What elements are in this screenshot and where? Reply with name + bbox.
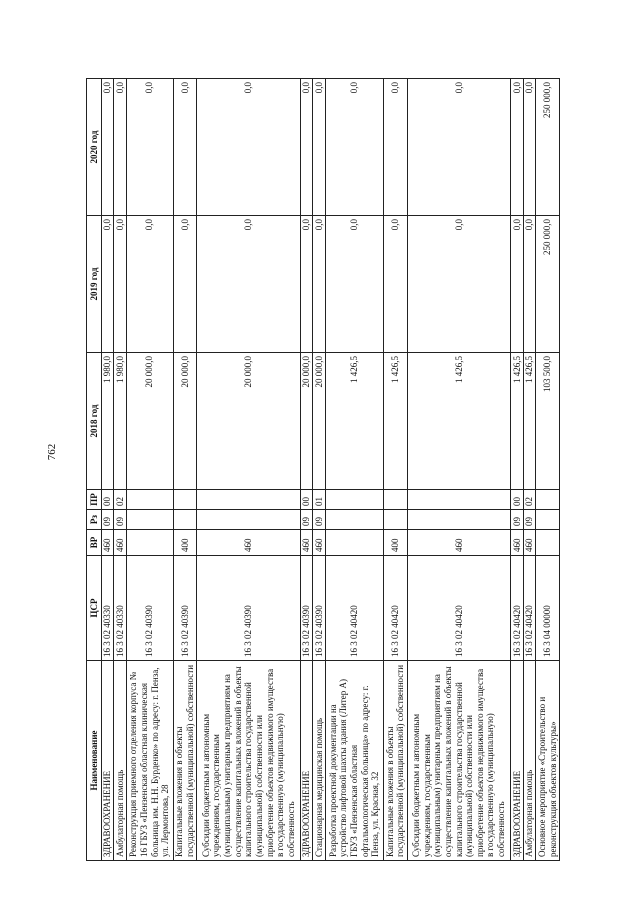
cell-2019: 0,0 [102,216,114,353]
header-pr: ПР [87,490,102,510]
cell-2020: 0,0 [407,79,511,216]
cell-vr: 460 [300,530,312,556]
cell-name: Субсидии бюджетным и автономным учреждениям, государственным (муниципальным) унитарным предприятиям на осуществление капитальных вложений в объекты капитального строительства государственной (муниципальной) собственности или приобретение объектов недвижимого имущества в государственную (муниципальную) собственность [197,661,301,861]
cell-name: Амбулаторная помощь [523,661,535,861]
cell-2018: 20 000,0 [173,353,197,490]
cell-name: Амбулаторная помощь [114,661,126,861]
cell-name: ЗДРАВООХРАНЕНИЕ [300,661,312,861]
cell-2018: 103 500,0 [536,353,560,490]
cell-2019: 0,0 [383,216,407,353]
cell-2020: 0,0 [126,79,173,216]
cell-vr [126,530,173,556]
cell-pr: 00 [102,490,114,510]
cell-vr: 460 [114,530,126,556]
budget-table [86,78,560,861]
cell-csr: 16 3 02 40330 [114,556,126,661]
cell-pr: 02 [523,490,535,510]
header-name: Наименование [87,661,102,861]
cell-vr: 460 [102,530,114,556]
cell-2018: 20 000,0 [197,353,301,490]
cell-csr: 16 3 02 40420 [325,556,383,661]
cell-2020: 0,0 [300,79,312,216]
cell-2019: 0,0 [313,216,325,353]
cell-pr: 00 [300,490,312,510]
cell-2020: 0,0 [325,79,383,216]
table-row [523,79,535,861]
cell-2020: 0,0 [523,79,535,216]
cell-pr [126,490,173,510]
cell-vr [325,530,383,556]
header-vr: ВР [87,530,102,556]
table-row [114,79,126,861]
cell-pr [407,490,511,510]
header-2020: 2020 год [87,79,102,216]
cell-2019: 0,0 [511,216,523,353]
table-row [126,79,173,861]
cell-2020: 0,0 [313,79,325,216]
cell-rz [407,510,511,530]
cell-2018: 1 426,5 [511,353,523,490]
cell-2019: 0,0 [114,216,126,353]
cell-csr: 16 3 02 40420 [511,556,523,661]
cell-vr: 460 [407,530,511,556]
cell-2019: 0,0 [523,216,535,353]
cell-rz [197,510,301,530]
cell-2018: 1 426,5 [383,353,407,490]
cell-2019: 0,0 [173,216,197,353]
cell-2019: 0,0 [407,216,511,353]
cell-csr: 16 3 02 40390 [126,556,173,661]
cell-2019: 0,0 [325,216,383,353]
cell-2020: 250 000,0 [536,79,560,216]
cell-rz: 09 [313,510,325,530]
cell-name: Основное мероприятие «Строительство и реконструкция объектов культуры» [536,661,560,861]
table-row [325,79,383,861]
table-row [102,79,114,861]
header-2018: 2018 год [87,353,102,490]
cell-name: Капитальные вложения в объекты государственной (муниципальной) собственности [383,661,407,861]
cell-csr: 16 3 02 40390 [173,556,197,661]
cell-vr: 400 [383,530,407,556]
cell-vr: 460 [197,530,301,556]
header-rz: Рз [87,510,102,530]
cell-pr [536,490,560,510]
cell-rz [383,510,407,530]
cell-2020: 0,0 [114,79,126,216]
cell-2020: 0,0 [511,79,523,216]
table-row [511,79,523,861]
cell-csr: 16 3 04 00000 [536,556,560,661]
cell-name: Капитальные вложения в объекты государственной (муниципальной) собственности [173,661,197,861]
rotated-table-container [86,79,560,861]
cell-2019: 0,0 [126,216,173,353]
cell-csr: 16 3 02 40390 [313,556,325,661]
cell-pr: 02 [114,490,126,510]
cell-csr: 16 3 02 40390 [300,556,312,661]
cell-2018: 1 426,5 [325,353,383,490]
cell-name: ЗДРАВООХРАНЕНИЕ [511,661,523,861]
cell-rz [325,510,383,530]
cell-name: ЗДРАВООХРАНЕНИЕ [102,661,114,861]
cell-2020: 0,0 [173,79,197,216]
table-row [197,79,301,861]
table-row [407,79,511,861]
cell-csr: 16 3 02 40420 [407,556,511,661]
cell-vr: 460 [523,530,535,556]
header-row [87,79,102,861]
cell-rz [126,510,173,530]
table-row [313,79,325,861]
table-row [173,79,197,861]
page-number: 762 [46,443,58,461]
table-body [102,79,560,861]
cell-rz: 09 [102,510,114,530]
table-row [536,79,560,861]
cell-rz: 09 [511,510,523,530]
cell-pr [197,490,301,510]
cell-rz: 09 [523,510,535,530]
header-csr: ЦСР [87,556,102,661]
cell-name: Реконструкция приемного отделения корпуса № 16 ГБУЗ «Пензенская областная клиническая больница им. Н.Н. Бурденко» по адресу: г. Пенза, ул. Лермонтова, 28 [126,661,173,861]
cell-pr: 00 [511,490,523,510]
cell-2018: 1 426,5 [523,353,535,490]
cell-vr: 460 [313,530,325,556]
cell-2020: 0,0 [197,79,301,216]
cell-rz [536,510,560,530]
cell-2018: 20 000,0 [126,353,173,490]
cell-name: Разработка проектной документации на устройство лифтовой шахты здания (Литер А) ГБУЗ «Пензенская областная офтальмологическая больница» по адресу: г. Пенза, ул. Красная, 32 [325,661,383,861]
cell-pr: 01 [313,490,325,510]
cell-csr: 16 3 02 40420 [523,556,535,661]
cell-rz: 09 [114,510,126,530]
cell-2020: 0,0 [102,79,114,216]
cell-vr: 400 [173,530,197,556]
cell-2020: 0,0 [383,79,407,216]
cell-pr [383,490,407,510]
table-row [300,79,312,861]
cell-2018: 1 426,5 [407,353,511,490]
cell-2018: 20 000,0 [313,353,325,490]
cell-rz: 09 [300,510,312,530]
cell-pr [173,490,197,510]
cell-csr: 16 3 02 40420 [383,556,407,661]
cell-2019: 250 000,0 [536,216,560,353]
header-2019: 2019 год [87,216,102,353]
cell-2018: 1 980,0 [102,353,114,490]
table-row [383,79,407,861]
cell-vr [536,530,560,556]
cell-vr: 460 [511,530,523,556]
cell-pr [325,490,383,510]
cell-csr: 16 3 02 40330 [102,556,114,661]
cell-2018: 1 980,0 [114,353,126,490]
cell-2019: 0,0 [300,216,312,353]
cell-name: Стационарная медицинская помощь [313,661,325,861]
cell-2018: 20 000,0 [300,353,312,490]
cell-rz [173,510,197,530]
table-header [87,79,102,861]
cell-2019: 0,0 [197,216,301,353]
cell-csr: 16 3 02 40390 [197,556,301,661]
cell-name: Субсидии бюджетным и автономным учреждениям, государственным (муниципальным) унитарным предприятиям на осуществление капитальных вложений в объекты капитального строительства государственной (муниципальной) собственности или приобретение объектов недвижимого имущества в государственную (муниципальную) собственность [407,661,511,861]
